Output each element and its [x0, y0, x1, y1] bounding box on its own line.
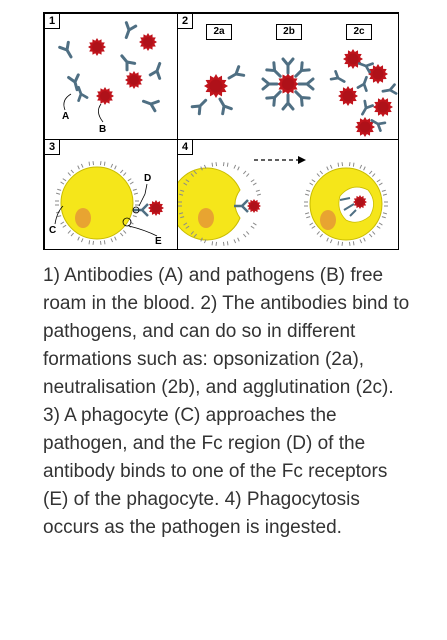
- fc-receptor: [310, 223, 316, 229]
- antibody: [331, 71, 346, 85]
- antibody: [216, 97, 232, 114]
- fc-receptor: [251, 223, 257, 229]
- fc-receptor: [68, 230, 74, 236]
- panel-3-drawing: [45, 140, 178, 250]
- fc-receptor: [310, 180, 316, 186]
- fc-receptor: [327, 165, 332, 170]
- phagocyte-nucleus: [198, 208, 214, 228]
- fc-receptor: [56, 189, 61, 194]
- fc-receptor: [377, 180, 383, 186]
- fc-receptor: [223, 162, 228, 167]
- fc-receptor: [360, 238, 365, 243]
- fc-receptor: [256, 190, 261, 195]
- fc-receptor: [369, 231, 375, 237]
- fc-receptor: [61, 179, 67, 185]
- label-leader-line: [64, 94, 71, 110]
- fc-receptor: [234, 165, 239, 170]
- antibody: [292, 88, 309, 105]
- antibody: [118, 53, 135, 70]
- sublabel-2a: 2a: [206, 24, 232, 40]
- label-phagocyte-c: C: [49, 225, 57, 236]
- pathogen-virus: [368, 64, 388, 84]
- pathogen-virus: [125, 71, 143, 89]
- phagocyte-nucleus: [320, 210, 336, 230]
- fc-receptor: [120, 170, 126, 176]
- label-leader-line: [98, 104, 103, 122]
- phagocyte-nucleus: [75, 208, 91, 228]
- arrow-head: [298, 156, 306, 164]
- fc-receptor: [212, 241, 217, 246]
- pathogen-virus: [338, 86, 358, 106]
- fc-receptor: [349, 241, 354, 246]
- fc-receptor: [78, 164, 83, 169]
- fc-receptor: [135, 201, 139, 205]
- immune-response-figure: [43, 12, 399, 250]
- fc-receptor: [111, 237, 116, 242]
- pathogen-virus: [96, 87, 114, 105]
- fc-receptor: [349, 162, 354, 167]
- fc-receptor: [100, 161, 105, 166]
- antibody: [122, 23, 136, 40]
- fc-receptor: [234, 238, 239, 243]
- fc-receptor: [243, 171, 249, 177]
- antibody: [267, 63, 284, 80]
- fc-receptor: [100, 240, 105, 245]
- antibody: [283, 95, 293, 109]
- antibody: [150, 62, 164, 79]
- pathogen-virus: [148, 200, 164, 216]
- label-pathogen-b: B: [99, 124, 107, 135]
- pathogen-virus: [373, 97, 393, 117]
- label-fc-region-d: D: [144, 173, 152, 184]
- panel-4-number: 4: [178, 140, 193, 155]
- fc-receptor: [317, 171, 323, 177]
- panel-4: [177, 139, 399, 250]
- antibody: [292, 63, 309, 80]
- fc-receptor: [305, 190, 310, 195]
- fc-receptor: [305, 213, 310, 218]
- figure-caption: 1) Antibodies (A) and pathogens (B) free roam in the blood. 2) The antibodies bind to pathogens, and can do so in different formations such as: opsonization (2a), neutralisation (2b), and agglutination (2c). 3) A phagocyte (C) approaches the pathogen, and the Fc region (D) of the antibody binds to one of the Fc receptors (E) of the phagocyte. 4) Phagocytosis occurs as the pathogen is ingested.: [43, 265, 410, 538]
- panel-3: [44, 139, 178, 250]
- fc-receptor: [111, 164, 116, 169]
- pathogen-virus: [88, 38, 106, 56]
- panel-2-number: 2: [178, 14, 193, 29]
- antibody: [142, 97, 159, 111]
- fc-receptor: [55, 201, 59, 205]
- fc-receptor: [89, 240, 94, 245]
- antibody: [60, 42, 76, 59]
- antibody: [227, 67, 244, 83]
- label-fc-receptor-e: E: [155, 236, 162, 247]
- fc-receptor: [89, 161, 94, 166]
- label-leader-line: [129, 226, 157, 236]
- fc-receptor: [128, 179, 134, 185]
- label-leader-line: [139, 184, 147, 206]
- fc-receptor: [338, 162, 343, 167]
- antibody: [299, 79, 313, 89]
- pathogen-virus: [204, 74, 228, 98]
- pathogen-virus: [247, 199, 261, 213]
- antibody: [267, 88, 284, 105]
- fc-receptor: [338, 241, 343, 246]
- fc-receptor: [382, 213, 387, 218]
- fc-receptor: [223, 241, 228, 246]
- fc-receptor: [61, 222, 67, 228]
- fc-receptor: [120, 230, 126, 236]
- phagocyte-cell: [61, 167, 133, 239]
- fc-receptor: [251, 180, 257, 186]
- fc-receptor: [133, 189, 138, 194]
- antibody: [382, 85, 396, 96]
- bound-antibody: [133, 204, 148, 216]
- fc-receptor: [68, 170, 74, 176]
- fc-receptor: [327, 238, 332, 243]
- antibody: [359, 101, 373, 116]
- fc-receptor: [360, 165, 365, 170]
- panel-1: [44, 13, 178, 140]
- phagocyte-engulfing: [178, 168, 240, 240]
- label-antibody-a: A: [62, 111, 70, 122]
- fc-receptor: [377, 223, 383, 229]
- fc-receptor: [78, 237, 83, 242]
- antibody: [358, 76, 371, 91]
- panel-2: [177, 13, 399, 140]
- fc-receptor: [369, 171, 375, 177]
- fc-receptor: [384, 202, 388, 206]
- panel-3-number: 3: [45, 140, 60, 155]
- sublabel-2b: 2b: [276, 24, 302, 40]
- fc-receptor: [304, 202, 308, 206]
- panel-1-number: 1: [45, 14, 60, 29]
- fc-receptor: [212, 162, 217, 167]
- fc-receptor: [317, 231, 323, 237]
- pathogen-virus: [139, 33, 157, 51]
- sublabel-2c: 2c: [346, 24, 372, 40]
- antibody: [283, 59, 293, 73]
- antibody: [263, 79, 277, 89]
- antibody: [192, 97, 209, 114]
- panel-4-drawing: [178, 140, 399, 250]
- pathogen-virus: [343, 49, 363, 69]
- fc-receptor: [382, 190, 387, 195]
- fc-receptor: [243, 231, 249, 237]
